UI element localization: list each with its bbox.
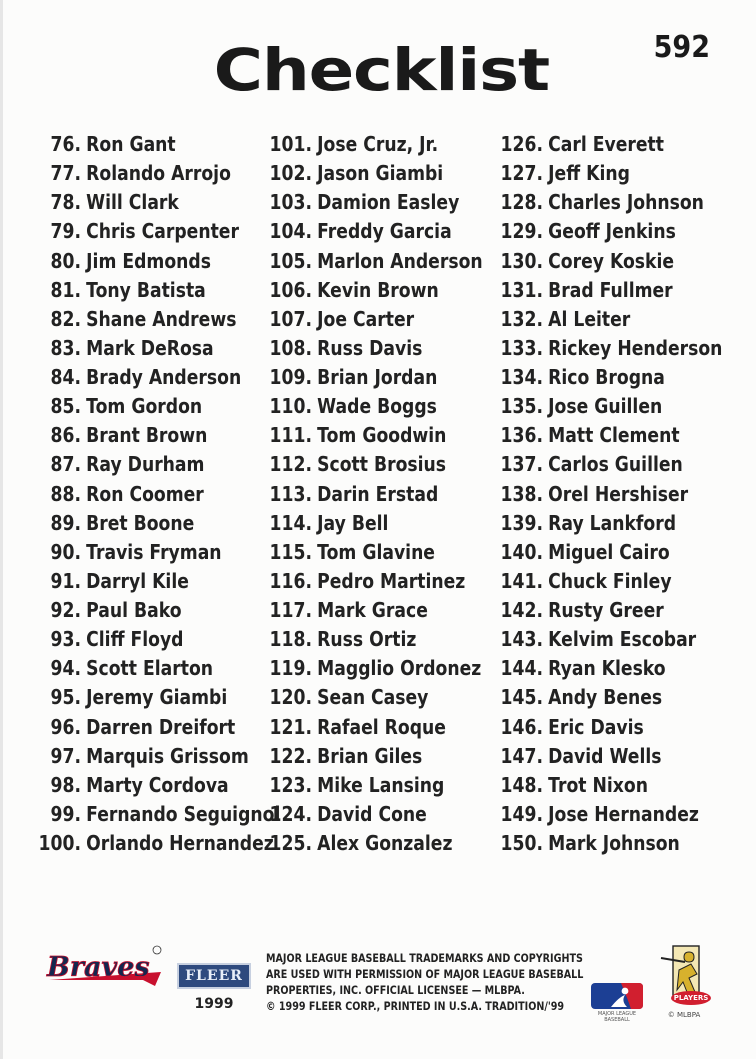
checklist-entry: [481, 450, 731, 479]
checklist-entry: [481, 276, 731, 305]
entry-number: 101.: [269, 132, 312, 156]
entry-number: 149.: [500, 801, 543, 826]
entry-number: 89.: [50, 510, 81, 535]
checklist-entry: [3, 567, 255, 596]
player-name: Charles Johnson: [548, 190, 704, 215]
checklist-entry: [481, 654, 731, 683]
entry-number: 87.: [50, 452, 81, 477]
player-name: Pedro Martinez: [317, 568, 466, 593]
checklist-entry: [481, 567, 731, 596]
entry-number: 106.: [269, 277, 312, 302]
checklist-entry: [256, 567, 481, 596]
player-name: Mike Lansing: [317, 772, 445, 797]
checklist-entry: [3, 247, 255, 276]
checklist-entry: [481, 509, 731, 538]
checklist-entry: [256, 480, 481, 509]
player-name: Marlon Anderson: [317, 248, 483, 273]
card-title: Checklist: [213, 36, 550, 104]
entry-number: 145.: [500, 685, 543, 710]
entry-number: 96.: [50, 714, 81, 739]
player-name: David Wells: [548, 743, 662, 768]
checklist-entry: [256, 829, 481, 858]
checklist-entry: [256, 509, 481, 538]
player-name: Russ Ortiz: [317, 627, 417, 652]
checklist-entry: [3, 829, 274, 858]
entry-number: 78.: [50, 190, 81, 215]
checklist-entry: [3, 713, 255, 742]
players-logo-text: PLAYERS: [673, 994, 709, 1002]
entry-number: 126.: [500, 132, 543, 156]
checklist-entry: [256, 450, 481, 479]
player-name: Matt Clement: [548, 423, 680, 448]
player-name: Geoff Jenkins: [548, 219, 676, 244]
entry-number: 110.: [269, 394, 312, 419]
player-name: Rico Brogna: [548, 365, 665, 389]
card-number: 592: [653, 30, 710, 65]
mlb-logo-icon: [591, 983, 643, 1009]
player-name: Jason Giambi: [317, 161, 444, 186]
entry-number: 127.: [500, 161, 543, 186]
checklist-entry: [481, 188, 731, 217]
player-name: Jeff King: [548, 161, 630, 186]
entry-number: 83.: [50, 335, 81, 360]
checklist-entry: [481, 421, 731, 450]
checklist-entry: [481, 363, 731, 392]
checklist-entry: [3, 480, 255, 509]
entry-number: 130.: [500, 248, 543, 273]
player-name: Freddy Garcia: [317, 219, 452, 244]
entry-number: 93.: [50, 627, 81, 652]
entry-number: 142.: [500, 598, 543, 622]
players-choice-logo-icon: [655, 944, 713, 1008]
checklist-entry: [481, 683, 731, 712]
entry-number: 147.: [500, 743, 543, 768]
player-name: Kelvim Escobar: [548, 627, 697, 652]
entry-number: 141.: [500, 568, 543, 593]
entry-number: 94.: [50, 656, 81, 681]
entry-number: 79.: [50, 219, 81, 244]
checklist-entry: [256, 217, 481, 246]
entry-number: 146.: [500, 714, 543, 739]
player-name: Mark Johnson: [548, 831, 680, 855]
entry-number: 128.: [500, 190, 543, 215]
checklist-entry: [256, 683, 481, 712]
braves-logo-text: Braves: [47, 952, 150, 983]
mlbpa-mark: © MLBPA: [667, 1011, 701, 1019]
checklist-entry: [481, 130, 731, 159]
entry-number: 103.: [269, 190, 312, 215]
entry-number: 84.: [50, 365, 81, 389]
checklist-entry: [256, 800, 481, 829]
checklist-entry: [256, 625, 481, 654]
player-name: Damion Easley: [317, 190, 460, 215]
player-name: Jim Edmonds: [86, 248, 211, 273]
player-name: Jose Hernandez: [548, 801, 699, 826]
player-name: Al Leiter: [548, 306, 631, 331]
entry-number: 76.: [50, 132, 81, 156]
entry-number: 108.: [269, 335, 312, 360]
card-year: 1999: [194, 996, 234, 1012]
entry-number: 125.: [269, 831, 312, 855]
player-name: Scott Brosius: [317, 452, 447, 477]
player-name: Marquis Grissom: [86, 743, 249, 768]
player-name: Eric Davis: [548, 714, 644, 739]
checklist-entry: [256, 305, 481, 334]
player-name: Rickey Henderson: [548, 335, 723, 360]
entry-number: 140.: [500, 539, 543, 564]
checklist-entry: [481, 771, 731, 800]
checklist-entry: [3, 305, 255, 334]
checklist-entry: [481, 596, 731, 625]
player-name: Rafael Roque: [317, 714, 446, 739]
entry-number: 138.: [500, 481, 543, 506]
checklist-entry: [3, 683, 255, 712]
player-name: Kevin Brown: [317, 277, 439, 302]
entry-number: 118.: [269, 627, 312, 652]
checklist-entry: [481, 538, 731, 567]
entry-number: 129.: [500, 219, 543, 244]
player-name: Will Clark: [86, 190, 179, 215]
player-name: Carl Everett: [548, 132, 664, 156]
player-name: Cliff Floyd: [86, 627, 184, 652]
checklist-column-2: [256, 130, 481, 858]
player-name: Russ Davis: [317, 335, 423, 360]
entry-number: 109.: [269, 365, 312, 389]
checklist-entry: [256, 392, 481, 421]
player-name: Jay Bell: [317, 510, 389, 535]
player-name: Alex Gonzalez: [317, 831, 453, 855]
entry-number: 104.: [269, 219, 312, 244]
checklist-entry: [3, 625, 255, 654]
entry-number: 102.: [269, 161, 312, 186]
entry-number: 77.: [50, 161, 81, 186]
checklist-entry: [481, 305, 731, 334]
legal-line: PROPERTIES, INC. OFFICIAL LICENSEE — MLBPA.: [266, 983, 525, 997]
player-name: Jose Guillen: [548, 394, 663, 419]
entry-number: 139.: [500, 510, 543, 535]
player-name: Magglio Ordonez: [317, 656, 482, 681]
checklist-column-1: [3, 130, 281, 858]
checklist-entry: [481, 713, 731, 742]
entry-number: 134.: [500, 365, 543, 389]
checklist-entry: [481, 800, 731, 829]
player-name: Chris Carpenter: [86, 219, 239, 244]
entry-number: 117.: [269, 598, 312, 622]
checklist-entry: [3, 392, 255, 421]
checklist-entry: [3, 800, 281, 829]
player-name: Sean Casey: [317, 685, 429, 710]
checklist-entry: [3, 450, 255, 479]
entry-number: 144.: [500, 656, 543, 681]
player-name: Ray Durham: [86, 452, 205, 477]
checklist-entry: [256, 596, 481, 625]
checklist-entry: [481, 742, 731, 771]
player-name: Marty Cordova: [86, 772, 229, 797]
player-name: Tom Glavine: [317, 539, 435, 564]
checklist-entry: [256, 159, 481, 188]
player-name: Darryl Kile: [86, 568, 189, 593]
entry-number: 131.: [500, 277, 543, 302]
entry-number: 85.: [50, 394, 81, 419]
entry-number: 86.: [50, 423, 81, 448]
player-name: Brian Jordan: [317, 365, 438, 389]
checklist-entry: [3, 538, 255, 567]
checklist-entry: [256, 247, 481, 276]
player-name: Tom Gordon: [86, 394, 203, 419]
entry-number: 123.: [269, 772, 312, 797]
checklist-entry: [481, 217, 731, 246]
player-name: Tom Goodwin: [317, 423, 447, 448]
entry-number: 132.: [500, 306, 543, 331]
player-name: Corey Koskie: [548, 248, 675, 273]
entry-number: 148.: [500, 772, 543, 797]
legal-text: [266, 950, 584, 1014]
checklist-entry: [481, 247, 731, 276]
player-name: Travis Fryman: [86, 539, 222, 564]
entry-number: 88.: [50, 481, 81, 506]
checklist-entry: [256, 538, 481, 567]
checklist-entry: [256, 276, 481, 305]
fleer-logo-icon: FLEER: [177, 963, 251, 989]
player-name: Brant Brown: [86, 423, 208, 448]
entry-number: 115.: [269, 539, 312, 564]
player-name: Brian Giles: [317, 743, 423, 768]
entry-number: 133.: [500, 335, 543, 360]
player-name: Ron Gant: [86, 132, 176, 156]
player-name: David Cone: [317, 801, 427, 826]
player-name: Tony Batista: [86, 277, 206, 302]
mlb-logo-caption: MAJOR LEAGUE BASEBALL: [597, 1011, 637, 1023]
entry-number: 119.: [269, 656, 312, 681]
checklist-entry: [3, 421, 255, 450]
checklist-entry: [3, 654, 255, 683]
checklist-entry: [3, 771, 255, 800]
player-name: Shane Andrews: [86, 306, 237, 331]
player-name: Wade Boggs: [317, 394, 437, 419]
player-name: Darin Erstad: [317, 481, 439, 506]
player-name: Brady Anderson: [86, 365, 242, 389]
checklist-entry: [481, 159, 731, 188]
player-name: Andy Benes: [548, 685, 663, 710]
checklist-entry: [3, 217, 255, 246]
checklist-entry: [256, 334, 481, 363]
braves-logo-icon: [43, 944, 163, 990]
player-name: Joe Carter: [317, 306, 415, 331]
checklist-entry: [256, 363, 481, 392]
legal-line: MAJOR LEAGUE BASEBALL TRADEMARKS AND COPYRIGHTS: [266, 951, 583, 965]
checklist-entry: [256, 742, 481, 771]
entry-number: 137.: [500, 452, 543, 477]
entry-number: 97.: [50, 743, 81, 768]
checklist-entry: [3, 334, 255, 363]
checklist-entry: [256, 713, 481, 742]
checklist-entry: [256, 771, 481, 800]
entry-number: 107.: [269, 306, 312, 331]
entry-number: 99.: [50, 801, 81, 826]
player-name: Rolando Arrojo: [86, 161, 231, 186]
entry-number: 122.: [269, 743, 312, 768]
entry-number: 82.: [50, 306, 81, 331]
player-name: Mark DeRosa: [86, 335, 214, 360]
checklist-entry: [3, 188, 255, 217]
entry-number: 80.: [50, 248, 81, 273]
checklist-entry: [481, 480, 731, 509]
player-name: Ryan Klesko: [548, 656, 666, 681]
checklist-entry: [3, 363, 255, 392]
player-name: Orel Hershiser: [548, 481, 689, 506]
player-name: Chuck Finley: [548, 568, 672, 593]
checklist-entry: [481, 829, 731, 858]
entry-number: 100.: [38, 831, 81, 855]
entry-number: 136.: [500, 423, 543, 448]
checklist-entry: [481, 392, 731, 421]
checklist-column-3: [481, 130, 731, 858]
player-name: Ron Coomer: [86, 481, 204, 506]
checklist-entry: [256, 130, 481, 159]
player-name: Darren Dreifort: [86, 714, 236, 739]
entry-number: 120.: [269, 685, 312, 710]
player-name: Paul Bako: [86, 598, 182, 622]
entry-number: 114.: [269, 510, 312, 535]
player-name: Jose Cruz, Jr.: [317, 132, 439, 156]
player-name: Trot Nixon: [548, 772, 648, 797]
legal-line: © 1999 FLEER CORP., PRINTED IN U.S.A. TRADITION/'99: [266, 999, 565, 1013]
entry-number: 121.: [269, 714, 312, 739]
entry-number: 105.: [269, 248, 312, 273]
player-name: Mark Grace: [317, 598, 428, 622]
player-name: Bret Boone: [86, 510, 195, 535]
checklist-entry: [3, 509, 255, 538]
player-name: Orlando Hernandez: [86, 831, 274, 855]
checklist-entry: [3, 276, 255, 305]
checklist-entry: [3, 159, 255, 188]
entry-number: 150.: [500, 831, 543, 855]
entry-number: 90.: [50, 539, 81, 564]
entry-number: 113.: [269, 481, 312, 506]
entry-number: 112.: [269, 452, 312, 477]
entry-number: 98.: [50, 772, 81, 797]
entry-number: 95.: [50, 685, 81, 710]
checklist-entry: [256, 654, 481, 683]
player-name: Rusty Greer: [548, 598, 664, 622]
checklist-entry: [256, 188, 481, 217]
player-name: Brad Fullmer: [548, 277, 673, 302]
player-name: Scott Elarton: [86, 656, 214, 681]
legal-line: ARE USED WITH PERMISSION OF MAJOR LEAGUE BASEBALL: [266, 967, 584, 981]
player-name: Fernando Seguignol: [86, 801, 281, 826]
player-name: Jeremy Giambi: [86, 685, 228, 710]
entry-number: 81.: [50, 277, 81, 302]
checklist-entry: [481, 334, 731, 363]
checklist-entry: [3, 130, 255, 159]
entry-number: 135.: [500, 394, 543, 419]
player-name: Ray Lankford: [548, 510, 677, 535]
checklist-entry: [3, 742, 255, 771]
entry-number: 143.: [500, 627, 543, 652]
entry-number: 92.: [50, 598, 81, 622]
player-name: Miguel Cairo: [548, 539, 670, 564]
checklist-entry: [3, 596, 255, 625]
entry-number: 116.: [269, 568, 312, 593]
player-name: Carlos Guillen: [548, 452, 683, 477]
entry-number: 124.: [269, 801, 312, 826]
checklist-entry: [481, 625, 731, 654]
checklist-entry: [256, 421, 481, 450]
entry-number: 111.: [269, 423, 312, 448]
entry-number: 91.: [50, 568, 81, 593]
